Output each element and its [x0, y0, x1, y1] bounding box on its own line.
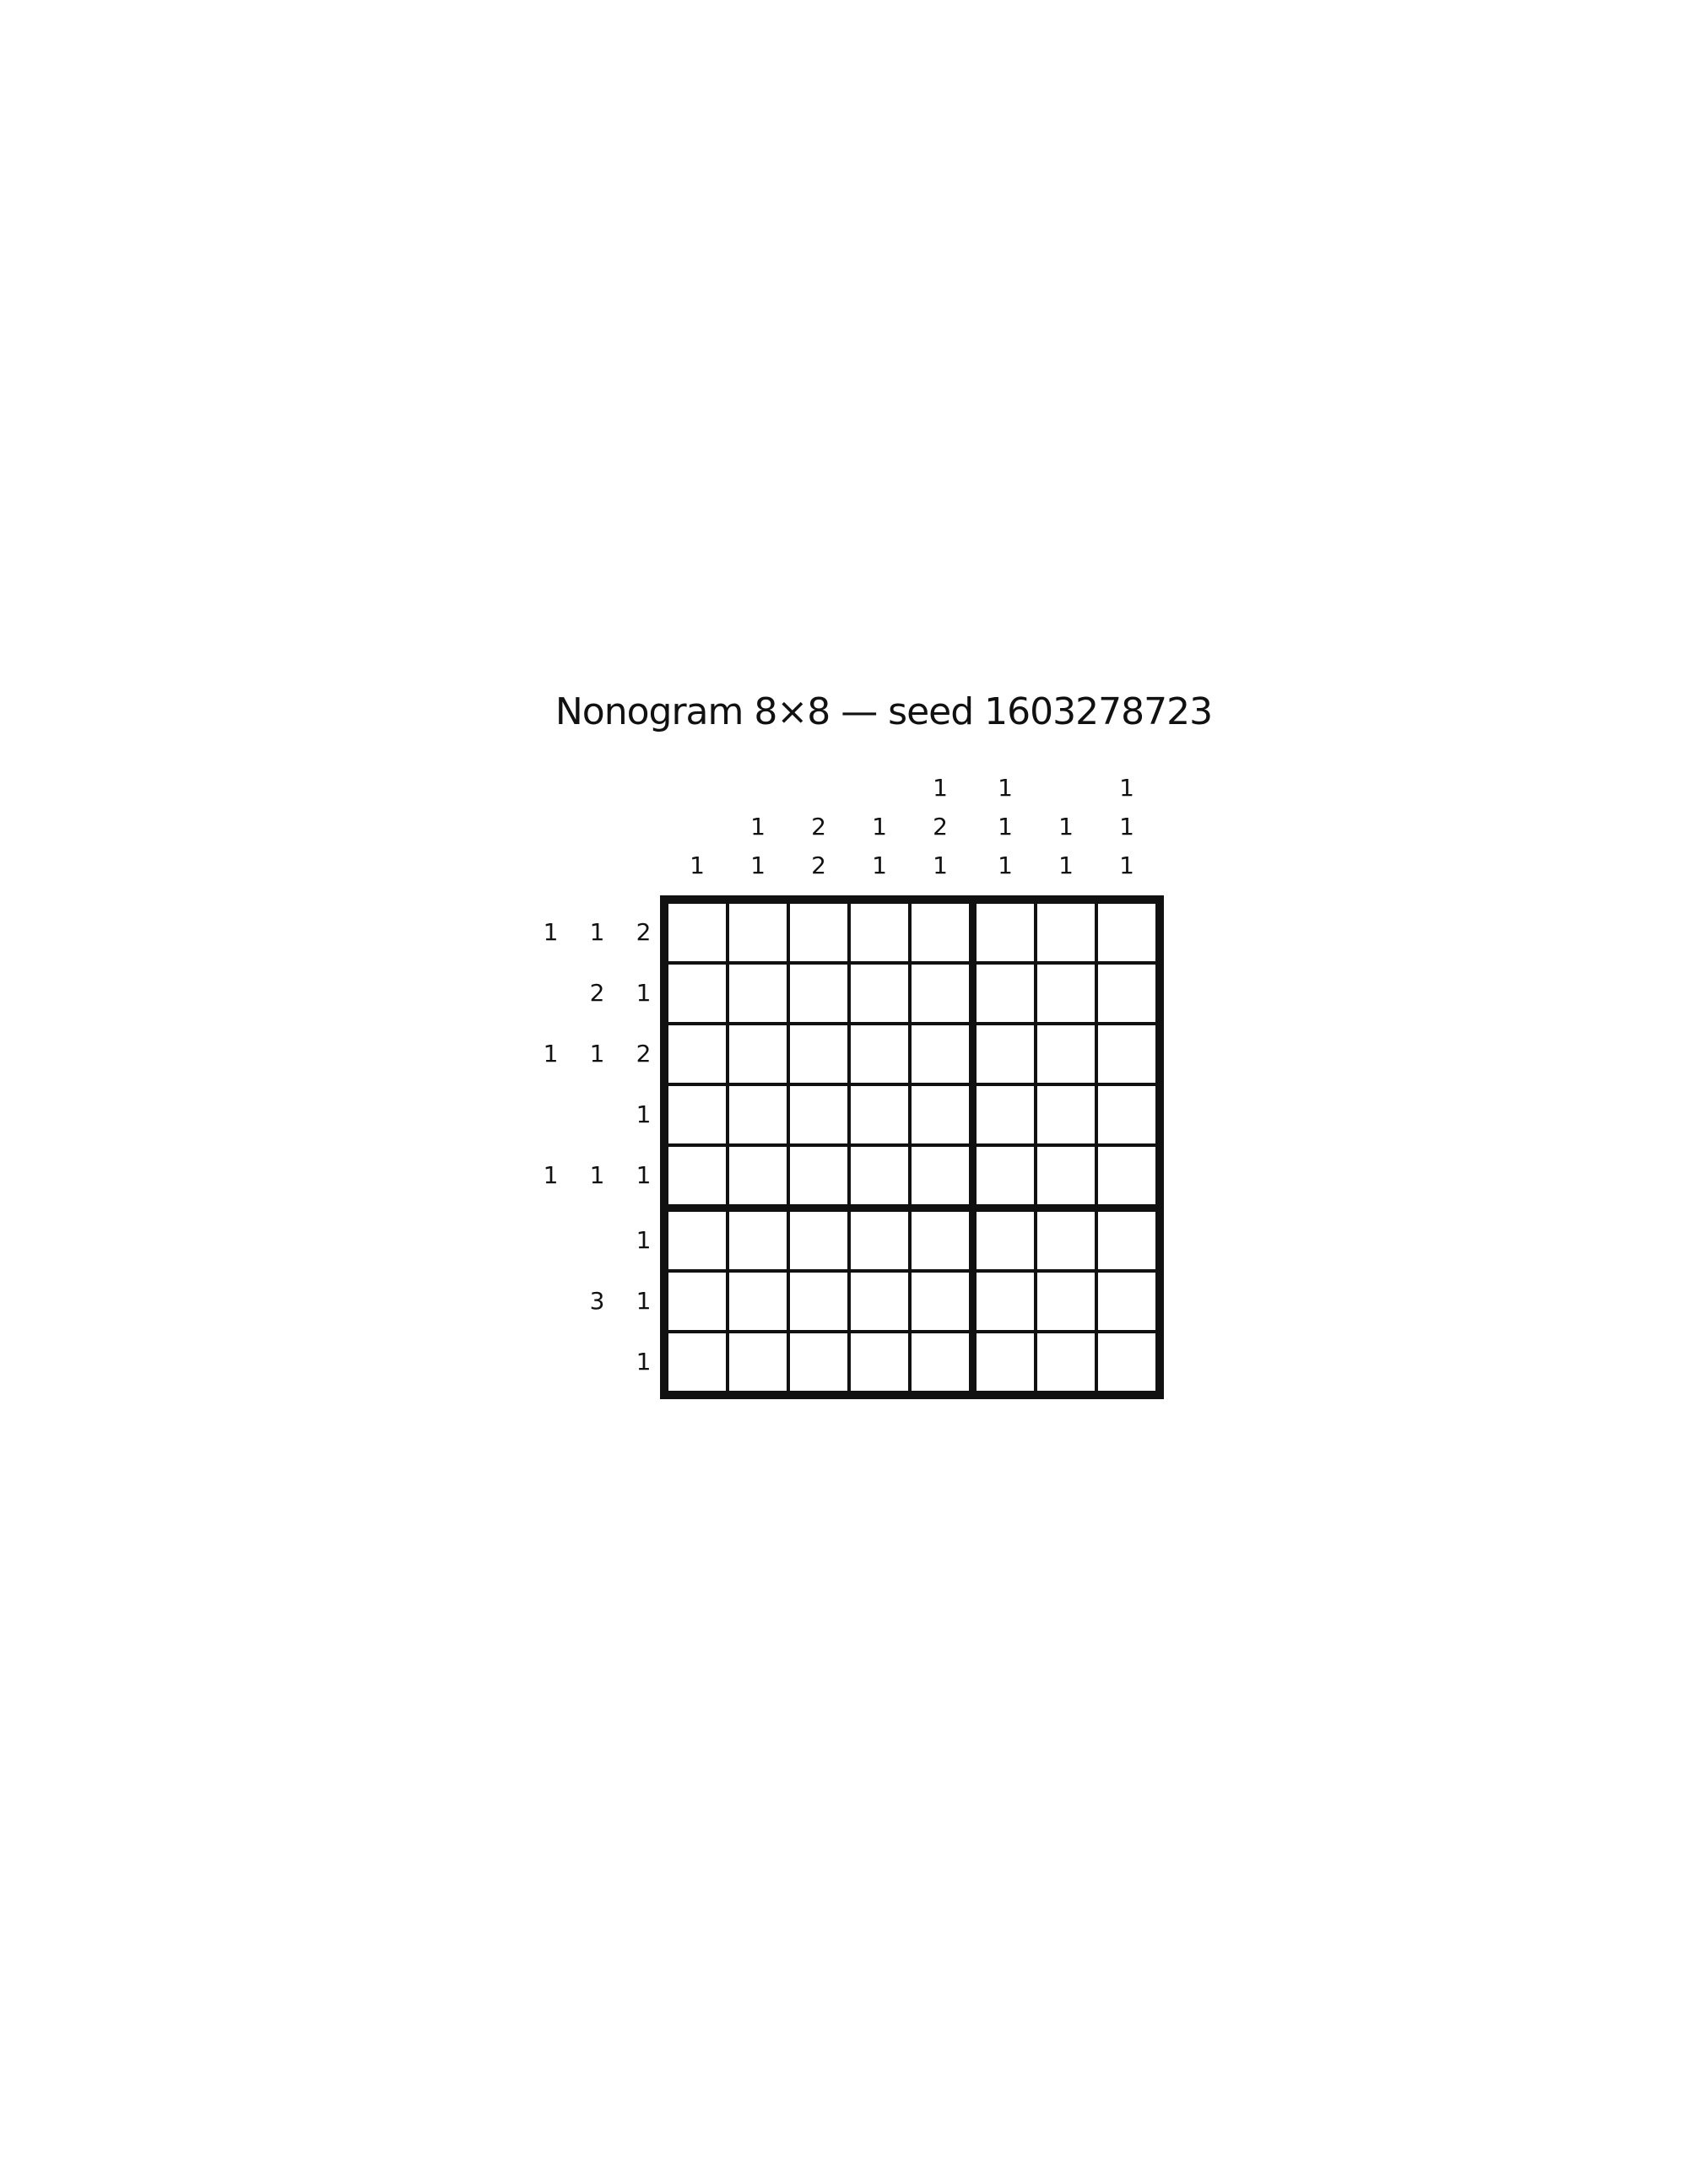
- grid-cell[interactable]: [1037, 1333, 1095, 1391]
- grid-cell[interactable]: [790, 1333, 847, 1391]
- grid-cell[interactable]: [977, 1273, 1034, 1330]
- row-clue: [528, 1273, 574, 1330]
- column-clue-group: [790, 769, 847, 885]
- grid-cell[interactable]: [729, 904, 787, 961]
- column-clue-group: [851, 769, 908, 885]
- row-clue: 3: [589, 1287, 605, 1315]
- row-clue: 2: [636, 918, 652, 946]
- grid-cell[interactable]: [668, 1147, 726, 1204]
- grid-cell[interactable]: [729, 1333, 787, 1391]
- grid-row: [668, 1025, 1155, 1083]
- grid-cell[interactable]: [729, 1147, 787, 1204]
- row-clues: [528, 904, 667, 1391]
- column-clue-group: [977, 769, 1034, 885]
- grid-cell[interactable]: [912, 1086, 969, 1143]
- col-clue: 2: [811, 813, 826, 841]
- row-clue: 1: [589, 918, 605, 946]
- column-clue-group: [729, 769, 787, 885]
- grid-cell[interactable]: [851, 1333, 908, 1391]
- grid-row: [668, 904, 1155, 961]
- col-clue: 1: [1058, 851, 1074, 879]
- row-clue-group: [528, 965, 667, 1022]
- row-clue: [528, 1333, 574, 1391]
- row-clue: 1: [636, 979, 652, 1007]
- col-clue: 1: [998, 851, 1013, 879]
- col-clue: [668, 808, 726, 846]
- row-clue-group: [528, 1212, 667, 1269]
- col-clue: 1: [872, 851, 887, 879]
- grid-cell[interactable]: [790, 1147, 847, 1204]
- row-clue: 2: [589, 979, 605, 1007]
- col-clue: [1037, 769, 1095, 808]
- page-title: Nonogram 8×8 — seed 1603278723: [555, 690, 1213, 733]
- column-clue-group: [1037, 769, 1095, 885]
- grid-cell[interactable]: [912, 1333, 969, 1391]
- grid-cell[interactable]: [977, 1025, 1034, 1083]
- col-clue: 1: [933, 774, 948, 802]
- grid-row: [668, 1212, 1155, 1269]
- grid-cell[interactable]: [977, 1147, 1034, 1204]
- grid-cell[interactable]: [851, 1147, 908, 1204]
- col-clue: 1: [1119, 851, 1134, 879]
- row-clue-group: [528, 1025, 667, 1083]
- row-clue: [574, 1212, 620, 1269]
- grid-cell[interactable]: [977, 965, 1034, 1022]
- nonogram-grid: [660, 895, 1164, 1399]
- grid-cell[interactable]: [912, 965, 969, 1022]
- grid-cell[interactable]: [1037, 1273, 1095, 1330]
- col-clue: 2: [811, 851, 826, 879]
- row-clue: [574, 1333, 620, 1391]
- row-clue: 1: [589, 1040, 605, 1068]
- grid-row: [668, 1086, 1155, 1143]
- col-clue: 1: [1119, 774, 1134, 802]
- grid-cell[interactable]: [912, 1147, 969, 1204]
- col-clue: [668, 769, 726, 808]
- grid-cell[interactable]: [729, 965, 787, 1022]
- grid-cell[interactable]: [977, 904, 1034, 961]
- grid-cell[interactable]: [1098, 1025, 1155, 1083]
- grid-cell[interactable]: [1037, 1025, 1095, 1083]
- grid-cell[interactable]: [977, 1086, 1034, 1143]
- grid-row: [668, 1147, 1155, 1204]
- row-clue-group: [528, 1086, 667, 1143]
- grid-cell[interactable]: [729, 1212, 787, 1269]
- row-clue-group: [528, 1147, 667, 1204]
- grid-cell[interactable]: [1037, 1212, 1095, 1269]
- row-clue: 1: [543, 1161, 559, 1189]
- row-clue: 1: [636, 1287, 652, 1315]
- grid-cell[interactable]: [790, 965, 847, 1022]
- col-clue: 1: [998, 774, 1013, 802]
- row-clue-group: [528, 1333, 667, 1391]
- grid-cell[interactable]: [668, 904, 726, 961]
- grid-cell[interactable]: [790, 1212, 847, 1269]
- row-clue-group: [528, 1273, 667, 1330]
- grid-cell[interactable]: [1098, 965, 1155, 1022]
- column-clue-group: [912, 769, 969, 885]
- grid-row: [668, 1333, 1155, 1391]
- grid-cell[interactable]: [668, 1212, 726, 1269]
- grid-cell[interactable]: [1037, 1147, 1095, 1204]
- grid-cell[interactable]: [851, 1273, 908, 1330]
- grid-cell[interactable]: [851, 904, 908, 961]
- grid-cell[interactable]: [790, 1273, 847, 1330]
- col-clue: [851, 769, 908, 808]
- grid-row: [668, 965, 1155, 1022]
- grid-cell[interactable]: [668, 1025, 726, 1083]
- column-clues: [668, 769, 1155, 885]
- grid-cell[interactable]: [1098, 1333, 1155, 1391]
- grid-cell[interactable]: [977, 1212, 1034, 1269]
- grid-cell[interactable]: [790, 1025, 847, 1083]
- row-clue: 1: [636, 1100, 652, 1128]
- row-clue: 1: [636, 1348, 652, 1376]
- row-clue: [528, 1212, 574, 1269]
- grid-cell[interactable]: [668, 1086, 726, 1143]
- row-clue-group: [528, 904, 667, 961]
- col-clue: [729, 769, 787, 808]
- col-clue: [790, 769, 847, 808]
- grid-cell[interactable]: [1098, 1147, 1155, 1204]
- col-clue: 1: [1119, 813, 1134, 841]
- col-clue: 2: [933, 813, 948, 841]
- col-clue: 1: [933, 851, 948, 879]
- grid-cell[interactable]: [1037, 965, 1095, 1022]
- grid-cell[interactable]: [851, 1086, 908, 1143]
- grid-cell[interactable]: [912, 1025, 969, 1083]
- grid-cell[interactable]: [790, 1086, 847, 1143]
- grid-cell[interactable]: [668, 1273, 726, 1330]
- row-clue: 1: [543, 918, 559, 946]
- col-clue: 1: [872, 813, 887, 841]
- row-clue: 1: [636, 1161, 652, 1189]
- grid-cell[interactable]: [1037, 1086, 1095, 1143]
- grid-row: [668, 1273, 1155, 1330]
- row-clue: 2: [636, 1040, 652, 1068]
- grid-cell[interactable]: [851, 1212, 908, 1269]
- grid-cell[interactable]: [1037, 904, 1095, 961]
- row-clue: 1: [543, 1040, 559, 1068]
- grid-cell[interactable]: [912, 1273, 969, 1330]
- grid-cell[interactable]: [851, 965, 908, 1022]
- grid-cell[interactable]: [851, 1025, 908, 1083]
- grid-cell[interactable]: [668, 1333, 726, 1391]
- col-clue: 1: [750, 813, 766, 841]
- grid-cell[interactable]: [1098, 1212, 1155, 1269]
- col-clue: 1: [1058, 813, 1074, 841]
- grid-cell[interactable]: [1098, 1273, 1155, 1330]
- col-clue: 1: [690, 851, 705, 879]
- row-clue: [574, 1086, 620, 1143]
- row-clue: 1: [589, 1161, 605, 1189]
- grid-cell[interactable]: [729, 1273, 787, 1330]
- row-clue: [528, 1086, 574, 1143]
- grid-cell[interactable]: [1098, 904, 1155, 961]
- grid-cell[interactable]: [790, 904, 847, 961]
- row-clue: [528, 965, 574, 1022]
- row-clue: 1: [636, 1226, 652, 1254]
- grid-cell[interactable]: [729, 1086, 787, 1143]
- grid-cell[interactable]: [912, 1212, 969, 1269]
- col-clue: 1: [750, 851, 766, 879]
- grid-cell[interactable]: [977, 1333, 1034, 1391]
- grid-cell[interactable]: [912, 904, 969, 961]
- column-clue-group: [668, 769, 726, 885]
- grid-cell[interactable]: [668, 965, 726, 1022]
- grid-cell[interactable]: [1098, 1086, 1155, 1143]
- column-clue-group: [1098, 769, 1155, 885]
- grid-cell[interactable]: [729, 1025, 787, 1083]
- col-clue: 1: [998, 813, 1013, 841]
